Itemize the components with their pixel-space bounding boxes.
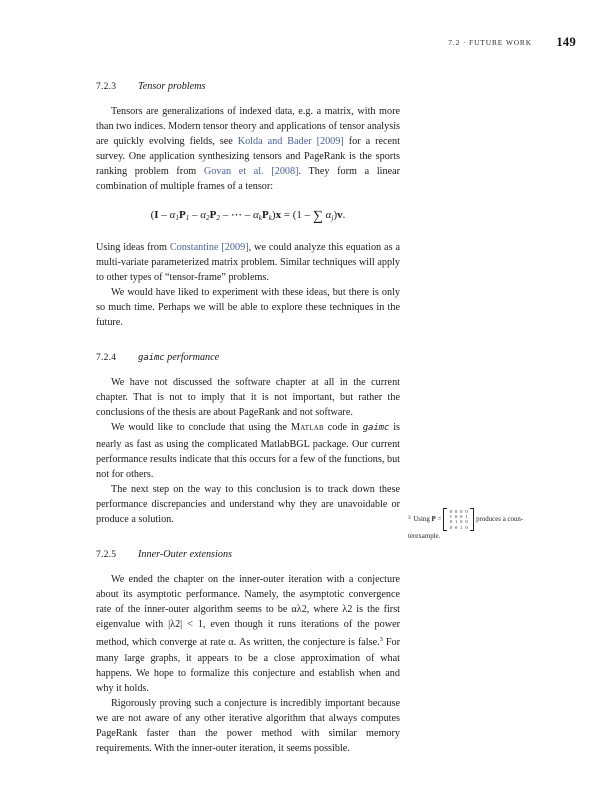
section-title-code: gaimc <box>138 353 165 364</box>
running-header <box>0 35 612 52</box>
matrix-cell: 0 <box>460 514 463 520</box>
run-text: . They form a linear combination of multiple frames of a tensor: <box>96 166 401 193</box>
margin-footnote <box>408 508 590 542</box>
matrix-cell: 0 <box>460 519 463 525</box>
code-gaimc: gaimc <box>362 423 390 434</box>
matrix-cell: 0 <box>465 519 468 525</box>
matrix-cell: 0 <box>454 509 458 514</box>
text-column <box>96 80 400 756</box>
run-text: Tensors are generalizations of indexed data, e.g. a matrix, with more than two indices. Modern tensor theory and applications of tensor analysis are quickly evolving fields, see <box>96 106 400 148</box>
matrix-cell: 0 <box>454 524 458 530</box>
section-heading-7-2-4 <box>96 351 400 365</box>
paragraph-software-chapter: We have not discussed the software chapter at all in the current chapter. That is not to imply that it is not important, but rather the conclusions of the thesis are about PageRank and not software. <box>96 377 400 419</box>
matrix-cell: 1 <box>460 524 463 530</box>
run-text: Using ideas from <box>96 241 170 253</box>
footnote-text-after: produces a coun- <box>476 515 524 523</box>
page-number: 149 <box>556 35 576 49</box>
footnote-reference-marker[interactable]: 3 <box>379 636 383 644</box>
running-head-title: 7.2 · FUTURE WORK <box>448 38 532 47</box>
paragraph-constantine <box>96 240 400 285</box>
matrix-cell: 0 <box>449 509 453 514</box>
matrix-cell: 0 <box>454 514 458 520</box>
run-text: is nearly as fast as using the complicated MatlabBGL package. Our current performance results indicate that this occurs for a few of the functions, but not for others. <box>96 422 401 480</box>
section-title: Tensor problems <box>138 81 206 92</box>
section-number: 7.2.5 <box>96 549 117 561</box>
matrix-P <box>443 508 474 531</box>
paragraph-next-step: The next step on the way to this conclusion is to track down these performance discrepancies and understand why they are unavoidable or produce a solution. <box>96 483 400 525</box>
run-text: , we could analyze this equation as a multi-variate parameterized matrix problem. Similar techniques will apply to other types of “tensor-frame” problems. <box>96 241 400 283</box>
matrix-cell: 0 <box>449 524 453 530</box>
section-heading-7-2-3 <box>96 80 400 94</box>
run-text: for a recent survey. One application synthesizing tensors and PageRank is the sports ranking problem from <box>96 136 400 178</box>
run-text: We ended the chapter on the inner-outer iteration with a conjecture about its asymptotic performance. Namely, the asymptotic convergence rate of the inner-outer algorithm seems to be αλ2, where λ2 is the first eigenvalue with |λ2| < 1, even though it runs iterations of the power method, which converge at rate α. As written, the conjecture is false. <box>96 574 400 649</box>
paragraph-matlab-gaimc <box>96 420 400 481</box>
section-number: 7.2.4 <box>96 352 117 364</box>
matrix-cell: 1 <box>449 514 453 520</box>
matrix-cell: 0 <box>449 519 453 525</box>
smallcaps-matlab: Matlab <box>290 422 324 434</box>
paragraph-tensor-intro <box>96 104 400 195</box>
section-number: 7.2.3 <box>96 81 117 92</box>
paragraph-inner-outer-conjecture <box>96 572 400 696</box>
equation-text: ($I - \alpha_1P_1 - \alpha_2P_2$ – ⋯ – $\alpha_kP_k)x = (1$ – ∑ $\alpha_j)v$. <box>150 208 346 224</box>
matrix-grid <box>447 508 470 531</box>
matrix-cell: 0 <box>460 509 463 514</box>
display-equation-tensor-frame <box>96 206 400 227</box>
citation-constantine[interactable]: Constantine [2009] <box>169 241 249 253</box>
footnote-first-line <box>408 508 590 531</box>
paragraph-future-experiments: We would have liked to experiment with these ideas, but there is only so much time. Perhaps we will be able to explore these techniques in the future. <box>96 286 400 329</box>
matrix-cell: 0 <box>465 524 468 530</box>
matrix-cell: 1 <box>454 519 458 525</box>
footnote-marker: 3 <box>408 514 411 521</box>
paragraph-rigorous-proof: Rigorously proving such a conjecture is incredibly important because we are not aware of any other iterative algorithm that always computes PageRank faster than the power method with similar memory requirements. With the inner-outer iteration, it seems possible. <box>96 697 400 755</box>
run-text: We would like to conclude that using the <box>111 422 291 434</box>
section-title <box>138 351 219 365</box>
section-title: Inner-Outer extensions <box>138 549 233 561</box>
footnote-text-before: Using P = <box>411 515 442 523</box>
matrix-right-bracket <box>470 508 474 531</box>
citation-govan[interactable]: Govan et al. [2008] <box>203 166 299 178</box>
matrix-cell: 1 <box>465 514 468 520</box>
section-title-rest: performance <box>164 352 220 364</box>
matrix-cell: 0 <box>465 509 468 514</box>
footnote-second-line: terexample. <box>408 532 441 540</box>
citation-kolda-bader[interactable]: Kolda and Bader [2009] <box>237 136 344 148</box>
run-text: For many large graphs, it appears to be a close approximation of what happens. We hope to formalize this conjecture and establish when and why it holds. <box>96 637 400 694</box>
run-text: code in <box>323 422 363 434</box>
section-heading-7-2-5 <box>96 548 400 562</box>
